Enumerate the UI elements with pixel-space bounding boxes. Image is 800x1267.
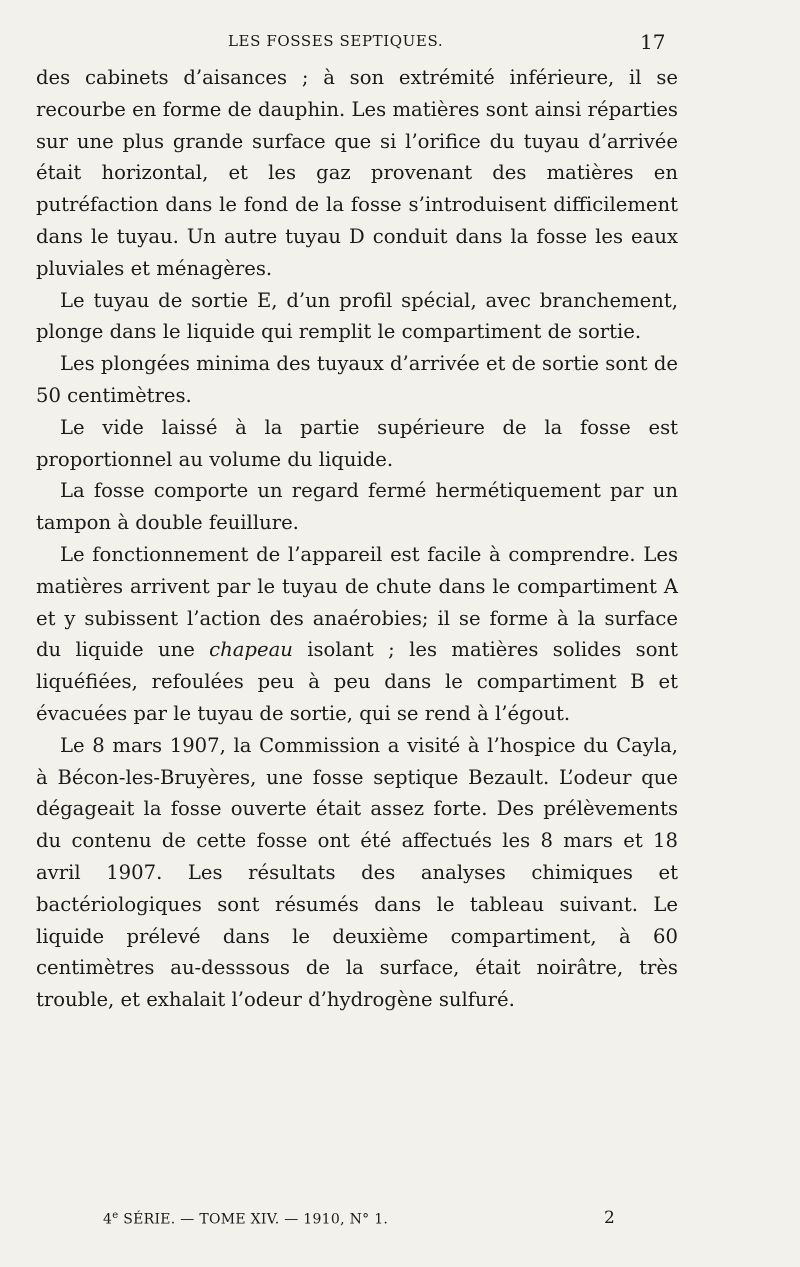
paragraph-1: des cabinets d’aisances ; à son extrémité inférieure, il se recourbe en forme de dauphin. Les matières sont ainsi réparties sur une plus grande surface que si l’orifice du tuyau d’arrivée était horizontal, et les gaz provenant des matières en putréfaction dans le fond de la fosse s’introduisent difficilement dans le tuyau. Un autre tuyau D conduit dans la fosse les eaux pluviales et ménagères. bbox=[36, 66, 678, 280]
series-superscript: e bbox=[112, 1210, 119, 1221]
paragraph-4: Le vide laissé à la partie supérieure de la fosse est proportionnel au volume du liquide. bbox=[36, 415, 678, 471]
paragraph-3: Les plongées minima des tuyaux d’arrivée et de sortie sont de 50 centimètres. bbox=[36, 352, 678, 407]
paragraph-6-after: isolant ; les matières solides sont liquéfiées, refoulées peu à peu dans le compartiment B et évacuées par le tuyau de sortie, qui se rend à l’égout. bbox=[36, 638, 678, 725]
body-text bbox=[36, 62, 678, 1016]
series-line bbox=[103, 1210, 388, 1228]
paragraph-2: Le tuyau de sortie E, d’un profil spécial, avec branchement, plonge dans le liquide qui remplit le compartiment de sortie. bbox=[36, 288, 678, 344]
paragraph-6-before: Le fonctionnement de l’appareil est facile à comprendre. Les matières arrivent par le tuyau de chute dans le compartiment A et y subissent l’action des anaérobies; il se forme à la surface du liquide une bbox=[36, 542, 678, 662]
paragraph-6-emphasis: chapeau bbox=[209, 638, 293, 662]
page-number: 17 bbox=[640, 30, 666, 54]
paragraph-7: Le 8 mars 1907, la Commission a visité à l’hospice du Cayla, à Bécon-les-Bruyères, une fosse septique Bezault. L’odeur que dégageait la fosse ouverte était assez forte. Des prélèvements du contenu de cette fosse ont été affectués les 8 mars et 18 avril 1907. Les résultats des analyses chimiques et bactériologiques sont résumés dans le tableau suivant. Le liquide prélevé dans le deuxième compartiment, à 60 centimètres au-desssous de la surface, était noirâtre, très trouble, et exhalait l’odeur d’hydrogène sulfuré. bbox=[36, 733, 678, 1012]
series-number: 4 bbox=[103, 1211, 113, 1228]
series-text: SÉRIE. — TOME XIV. — 1910, N° 1. bbox=[118, 1211, 389, 1228]
running-title: LES FOSSES SEPTIQUES. bbox=[228, 32, 444, 50]
sheet-number: 2 bbox=[604, 1208, 615, 1228]
paragraph-5: La fosse comporte un regard fermé hermétiquement par un tampon à double feuillure. bbox=[36, 479, 678, 535]
footer bbox=[0, 1208, 800, 1232]
running-head bbox=[0, 30, 800, 54]
paragraph-6 bbox=[36, 539, 678, 730]
